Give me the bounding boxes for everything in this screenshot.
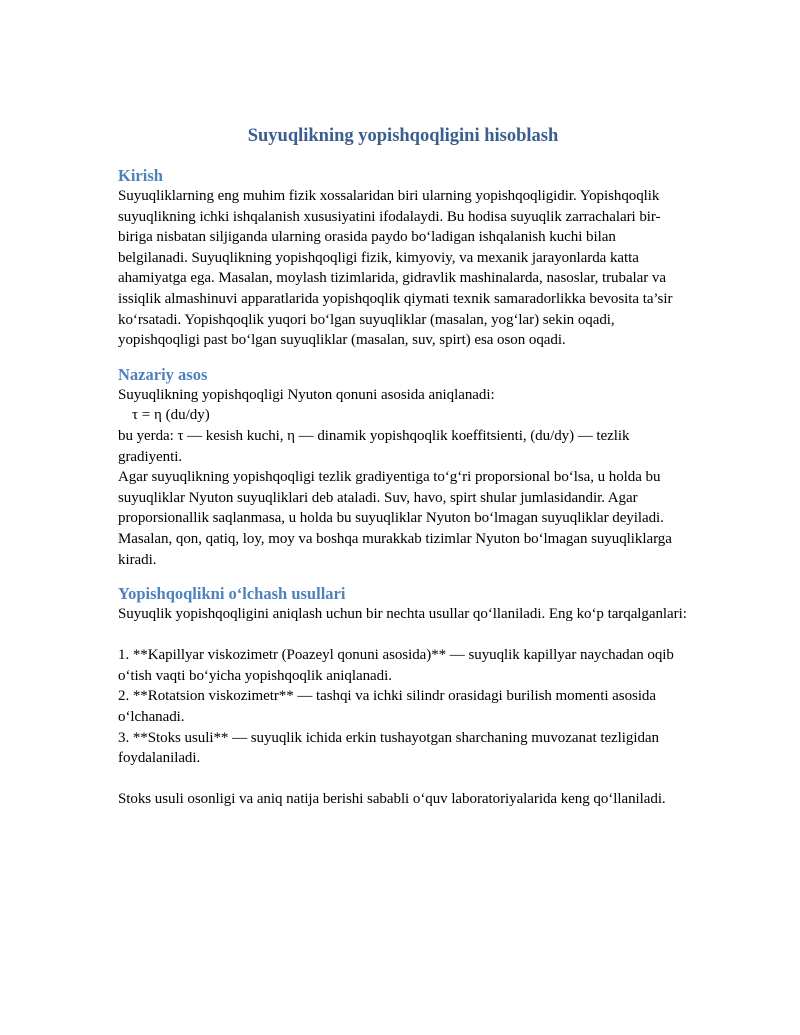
paragraph-closing: Stoks usuli osonligi va aniq natija berishi sababli o‘quv laboratoriyalarida keng qo‘llaniladi. [118,791,666,808]
paragraph: Suyuqliklarning eng muhim fizik xossalaridan biri ularning yopishqoqligidir. Yopishqoqlik suyuqlikning ichki ishqalanish xususiyatini ifodalaydi. Bu hodisa suyuqlik zarrachalari bir-biriga nisbatan siljiganda ularning orasida paydo bo‘ladigan ishqalanish kuchi bilan belgilanadi. Suyuqlikning yopishqoqligi fizik, kimyoviy, va mexanik jarayonlarda katta ahamiyatga ega. Masalan, moylash tizimlarida, gidravlik mashinalarda, nasoslar, trubalar va issiqlik almashinuvi apparatlarida yopishqoqlik qiymati texnik samaradorlikka bevosita ta’sir ko‘rsatadi. Yopishqoqlik yuqori bo‘lgan suyuqliklar (masalan, yog‘lar) sekin oqadi, yopishqoqligi past bo‘lgan suyuqliklar (masalan, suv, spirt) esa oson oqadi. [118,188,673,349]
paragraph-intro: Suyuqlikning yopishqoqligi Nyuton qonuni asosida aniqlanadi: [118,386,495,403]
document-title: Suyuqlikning yopishqoqligini hisoblash [247,126,559,146]
section-nazariy-asos [118,364,688,570]
list-item: 2. **Rotatsion viskozimetr** — tashqi va ichki silindr orasidagi burilish momenti asosida o‘lchanadi. [118,688,656,726]
section-heading: Nazariy asos [118,364,208,384]
list-item: 1. **Kapillyar viskozimetr (Poazeyl qonuni asosida)** — suyuqlik kapillyar naychadan oqib o‘tish vaqti bo‘yicha yopishqoqlik aniqlanadi. [118,647,674,684]
section-heading: Kirish [118,166,163,185]
blank-line [118,625,688,646]
section-heading: Yopishqoqlikni o‘lchash usullari [118,584,346,604]
document-page [118,124,688,810]
paragraph: Agar suyuqlikning yopishqoqligi tezlik gradiyentiga to‘g‘ri proporsional bo‘lsa, u holda bu suyuqliklar Nyuton suyuqliklari deb ataladi. Suv, havo, spirt shular jumlasidandir. Agar proporsionallik saqlanmasa, u holda bu suyuqliklar Nyuton bo‘lmagan suyuqliklar deyiladi. Masalan, qon, qatiq, loy, moy va boshqa murakkab tizimlar Nyuton bo‘lmagan suyuqliklarga kiradi. [118,469,672,568]
blank-line [118,769,688,790]
list-item: 3. **Stoks usuli** — suyuqlik ichida erkin tushayotgan sharchaning muvozanat tezligidan foydalaniladi. [118,729,659,767]
section-kirish [118,165,688,351]
paragraph: bu yerda: τ — kesish kuchi, η — dinamik yopishqoqlik koeffitsienti, (du/dy) — tezlik gradiyenti. [118,427,630,465]
section-olchash-usullari [118,583,688,810]
formula: τ = η (du/dy) [132,407,210,424]
paragraph-intro: Suyuqlik yopishqoqligini aniqlash uchun bir nechta usullar qo‘llaniladi. Eng ko‘p tarqalganlari: [118,606,687,623]
